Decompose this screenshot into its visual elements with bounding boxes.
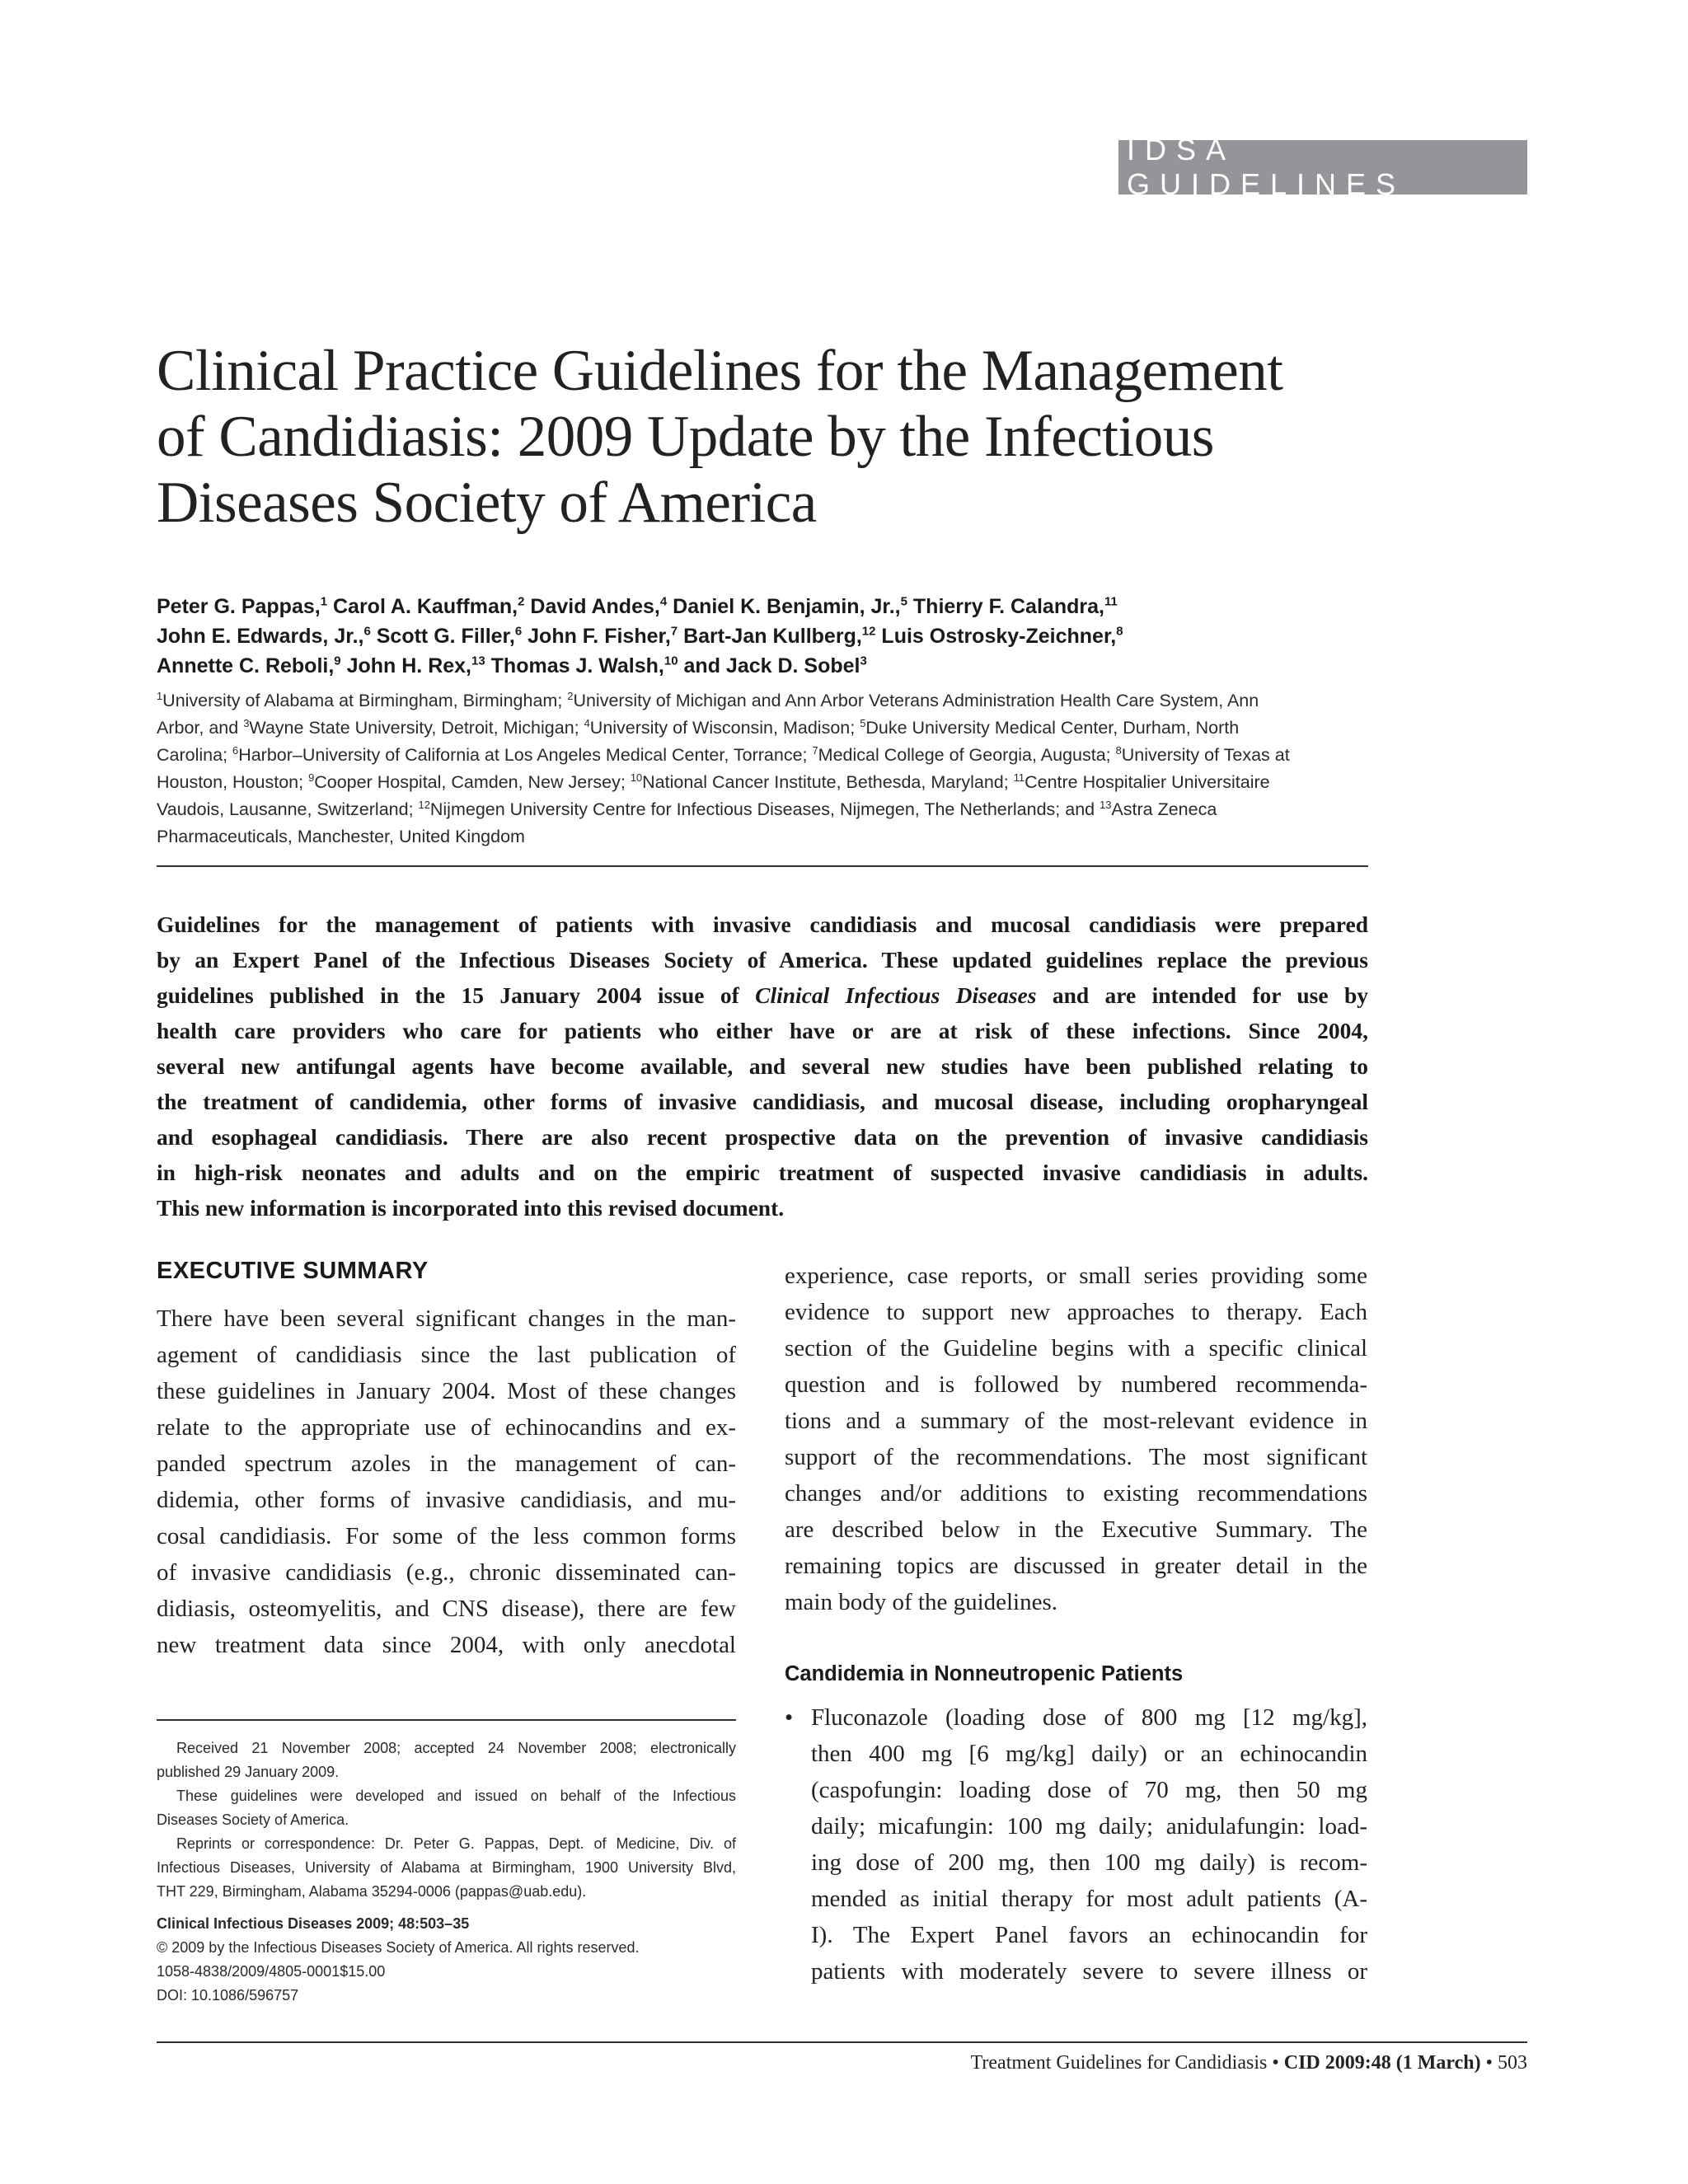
footnote-line: Infectious Diseases, University of Alabama at Birmingham, 1900 University Blvd, — [157, 1859, 736, 1876]
affiliation-number: 12 — [418, 798, 430, 811]
affiliation-number: 8 — [1115, 743, 1122, 757]
affiliation-number: 6 — [363, 624, 371, 639]
body-text-line: relate to the appropriate use of echinocandins and ex- — [157, 1414, 736, 1441]
author-name: Thomas J. Walsh, — [485, 654, 664, 677]
abstract-line: health care providers who care for patients who either have or are at risk of these infections. Since 2004, — [157, 1018, 1368, 1043]
affiliation-number: 9 — [334, 654, 341, 668]
footer-divider — [157, 2041, 1527, 2043]
abstract-line: This new information is incorporated into this revised document. — [157, 1195, 785, 1221]
affiliation-number: 4 — [584, 716, 590, 729]
affiliation-text: Carolina; — [157, 745, 233, 765]
affiliation-number: 3 — [860, 654, 867, 668]
right-column-body — [785, 1258, 1367, 1620]
affiliation-number: 6 — [514, 624, 523, 639]
footnote-received — [157, 1736, 736, 1784]
abstract-text: and are intended for use by — [1036, 982, 1369, 1008]
affiliation-text: Houston, Houston; — [157, 772, 309, 792]
body-text-line: didiasis, osteomyelitis, and CNS disease), there are few — [157, 1596, 736, 1622]
affiliation-text: University of Alabama at Birmingham, Birmingham; — [162, 691, 568, 710]
affiliation-text: University of Wisconsin, Madison; — [589, 718, 860, 738]
executive-summary-heading: EXECUTIVE SUMMARY — [157, 1258, 429, 1284]
affiliation-number: 1 — [157, 689, 163, 702]
footnote-line: Reprints or correspondence: Dr. Peter G. Pappas, Dept. of Medicine, Div. of — [176, 1835, 736, 1852]
body-text-line: cosal candidiasis. For some of the less common forms — [157, 1523, 736, 1549]
affiliation-text: Duke University Medical Center, Durham, North — [865, 718, 1240, 738]
affiliation-text: National Cancer Institute, Bethesda, Maryland; — [642, 772, 1014, 792]
abstract-line — [157, 977, 1368, 1013]
footnote-line: Diseases Society of America. — [157, 1811, 349, 1828]
author-name: John F. Fisher, — [522, 625, 671, 648]
affiliation-number: 7 — [812, 743, 818, 757]
affiliations — [157, 687, 1368, 851]
author-name: and Jack D. Sobel — [678, 654, 860, 677]
affiliation-number: 2 — [518, 594, 525, 609]
candidemia-heading: Candidemia in Nonneutropenic Patients — [785, 1662, 1184, 1685]
author-name: John H. Rex, — [340, 654, 472, 677]
footer-separator: • — [1272, 2052, 1279, 2074]
footnote-behalf — [157, 1784, 736, 1832]
author-name: David Andes, — [524, 595, 660, 618]
body-text-line: panded spectrum azoles in the management of can- — [157, 1451, 736, 1477]
affiliation-number: 11 — [1013, 771, 1025, 784]
affiliation-divider — [157, 865, 1368, 867]
author-name: Luis Ostrosky-Zeichner, — [875, 625, 1117, 648]
footnote-reprints — [157, 1832, 736, 1904]
body-text-line: question and is followed by numbered recommenda- — [785, 1371, 1367, 1398]
affiliation-line — [157, 769, 1368, 796]
affiliation-text: University of Texas at — [1121, 745, 1290, 765]
bullet-text-line: mended as initial therapy for most adult patients (A- — [811, 1886, 1367, 1912]
author-line — [157, 621, 1368, 651]
body-text-line: experience, case reports, or small series providing some — [785, 1263, 1367, 1289]
body-text-line: main body of the guidelines. — [785, 1589, 1058, 1615]
author-list — [157, 592, 1368, 681]
bullet-text-line: I). The Expert Panel favors an echinocandin for — [811, 1922, 1367, 1948]
affiliation-line — [157, 742, 1368, 769]
abstract-line: several new antifungal agents have become available, and several new studies have been published relating to — [157, 1053, 1368, 1079]
footnote-divider — [157, 1719, 736, 1721]
recommendation-bullet — [785, 1699, 1367, 1990]
author-name: Annette C. Reboli, — [157, 654, 335, 677]
affiliation-text: Centre Hospitalier Universitaire — [1025, 772, 1270, 792]
affiliation-line — [157, 796, 1368, 823]
bullet-text-line: then 400 mg [6 mg/kg] daily) or an echinocandin — [811, 1741, 1367, 1767]
section-banner: IDSA GUIDELINES — [1118, 140, 1527, 194]
footnote-line: published 29 January 2009. — [157, 1764, 340, 1780]
left-column-body — [157, 1301, 736, 1663]
title-line: Clinical Practice Guidelines for the Management — [157, 339, 1283, 403]
affiliation-number: 13 — [1100, 798, 1112, 811]
affiliation-number: 10 — [630, 771, 643, 784]
affiliation-text: Nijmegen University Centre for Infectious Diseases, Nijmegen, The Netherlands; and — [429, 799, 1100, 819]
bullet-text-line: ing dose of 200 mg, then 100 mg daily) is recom- — [811, 1849, 1367, 1876]
page-footer — [157, 2049, 1527, 2077]
affiliation-text: Harbor–University of California at Los Angeles Medical Center, Torrance; — [238, 745, 813, 765]
author-name: Scott G. Filler, — [370, 625, 515, 648]
abstract-line: Guidelines for the management of patients with invasive candidiasis and mucosal candidiasis were prepared — [157, 912, 1368, 937]
affiliation-text: Vaudois, Lausanne, Switzerland; — [157, 799, 419, 819]
footnotes — [157, 1736, 736, 2008]
author-name: Bart-Jan Kullberg, — [678, 625, 862, 648]
affiliation-text: Astra Zeneca — [1111, 799, 1217, 819]
affiliation-number: 9 — [308, 771, 315, 784]
author-name: Thierry F. Calandra, — [907, 595, 1104, 618]
body-text-line: of invasive candidiasis (e.g., chronic disseminated can- — [157, 1559, 736, 1586]
affiliation-number: 5 — [900, 594, 907, 609]
abstract-line: the treatment of candidemia, other forms of invasive candidiasis, and mucosal disease, including oropharyngeal — [157, 1089, 1368, 1114]
affiliation-line — [157, 715, 1368, 742]
author-name: Peter G. Pappas, — [157, 595, 321, 618]
bullet-text-line: (caspofungin: loading dose of 70 mg, then 50 mg — [811, 1777, 1367, 1803]
body-text-line: changes and/or additions to existing recommendations — [785, 1480, 1367, 1507]
affiliation-number: 3 — [243, 716, 250, 729]
affiliation-number: 7 — [670, 624, 678, 639]
bullet-text-line: daily; micafungin: 100 mg daily; anidulafungin: load- — [811, 1813, 1367, 1840]
affiliation-number: 10 — [663, 654, 678, 668]
affiliation-text: Cooper Hospital, Camden, New Jersey; — [314, 772, 631, 792]
affiliation-text: Arbor, and — [157, 718, 244, 738]
abstract-text: guidelines published in the 15 January 2004 issue of — [157, 982, 756, 1008]
author-name: Carol A. Kauffman, — [327, 595, 518, 618]
body-text-line: didemia, other forms of invasive candidiasis, and mu- — [157, 1487, 736, 1513]
affiliation-number: 4 — [659, 594, 668, 609]
author-line — [157, 651, 1368, 681]
author-name: Daniel K. Benjamin, Jr., — [667, 595, 901, 618]
body-text-line: There have been several significant changes in the man- — [157, 1305, 736, 1332]
body-text-line: new treatment data since 2004, with only anecdotal — [157, 1632, 736, 1658]
affiliation-number: 13 — [471, 654, 485, 668]
journal-citation: Clinical Infectious Diseases 2009; 48:503–35 — [157, 1915, 470, 1932]
affiliation-number: 2 — [567, 689, 574, 702]
footer-separator: • — [1485, 2052, 1493, 2074]
running-title: Treatment Guidelines for Candidiasis — [970, 2052, 1268, 2074]
doi: DOI: 10.1086/596757 — [157, 1987, 299, 2004]
footnote-line: THT 229, Birmingham, Alabama 35294-0006 (pappas@uab.edu). — [157, 1883, 587, 1900]
body-text-line: are described below in the Executive Summary. The — [785, 1516, 1367, 1543]
affiliation-number: 12 — [861, 624, 876, 639]
body-text-line: evidence to support new approaches to therapy. Each — [785, 1299, 1367, 1325]
bullet-text-line: Fluconazole (loading dose of 800 mg [12 mg/kg], — [811, 1704, 1367, 1731]
footnote-line: Received 21 November 2008; accepted 24 November 2008; electronically — [176, 1740, 736, 1756]
footer-citation: CID 2009:48 (1 March) — [1283, 2052, 1481, 2074]
body-text-line: remaining topics are discussed in greater detail in the — [785, 1553, 1367, 1579]
body-text-line: section of the Guideline begins with a specific clinical — [785, 1335, 1367, 1361]
affiliation-text: Pharmaceuticals, Manchester, United Kingdom — [157, 827, 525, 846]
affiliation-line — [157, 687, 1368, 715]
affiliation-number: 11 — [1104, 594, 1118, 609]
title-line: Diseases Society of America — [157, 471, 817, 535]
affiliation-text: Wayne State University, Detroit, Michigan; — [249, 718, 584, 738]
page-number: 503 — [1498, 2052, 1527, 2074]
author-name: John E. Edwards, Jr., — [157, 625, 364, 648]
article-title — [157, 338, 1311, 536]
footnote-line: These guidelines were developed and issued on behalf of the Infectious — [176, 1788, 736, 1804]
body-text-line: support of the recommendations. The most significant — [785, 1444, 1367, 1470]
copyright-notice: © 2009 by the Infectious Diseases Society of America. All rights reserved. — [157, 1939, 640, 1956]
affiliation-number: 1 — [320, 594, 328, 609]
bullet-text-line: patients with moderately severe to severe illness or — [811, 1958, 1367, 1985]
bullet-marker: • — [785, 1704, 794, 1731]
issn: 1058-4838/2009/4805-0001$15.00 — [157, 1963, 386, 1980]
abstract-line: by an Expert Panel of the Infectious Diseases Society of America. These updated guidelines replace the previous — [157, 947, 1368, 972]
affiliation-number: 8 — [1116, 624, 1123, 639]
abstract-line: in high-risk neonates and adults and on the empiric treatment of suspected invasive candidiasis in adults. — [157, 1160, 1368, 1185]
affiliation-number: 5 — [860, 716, 866, 729]
affiliation-number: 6 — [232, 743, 239, 757]
abstract-line: and esophageal candidiasis. There are also recent prospective data on the prevention of invasive candidiasis — [157, 1124, 1368, 1150]
body-text-line: tions and a summary of the most-relevant evidence in — [785, 1408, 1367, 1434]
bullet-text — [811, 1699, 1367, 1990]
title-line: of Candidiasis: 2009 Update by the Infectious — [157, 405, 1214, 469]
body-text-line: agement of candidiasis since the last publication of — [157, 1342, 736, 1368]
journal-name: Clinical Infectious Diseases — [755, 982, 1037, 1008]
abstract — [157, 907, 1368, 1226]
affiliation-text: University of Michigan and Ann Arbor Veterans Administration Health Care System, Ann — [573, 691, 1259, 710]
author-line — [157, 592, 1368, 621]
affiliation-line — [157, 823, 1368, 851]
body-text-line: these guidelines in January 2004. Most of these changes — [157, 1378, 736, 1404]
affiliation-text: Medical College of Georgia, Augusta; — [818, 745, 1116, 765]
